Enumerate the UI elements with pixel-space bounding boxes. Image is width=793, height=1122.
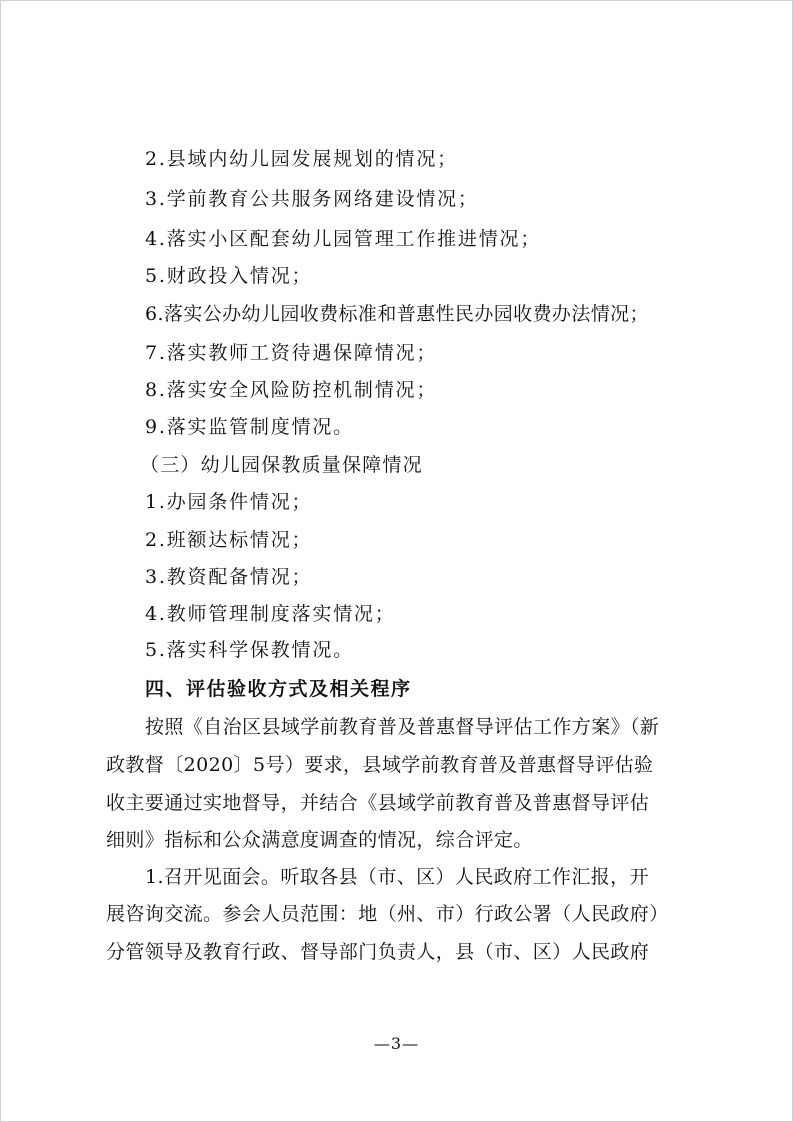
paragraph-line: 政教督〔2020〕5号）要求，县域学前教育普及普惠督导评估验 [106,754,654,776]
list-item: 3.学前教育公共服务网络建设情况； [145,188,479,210]
list-item: 2.县域内幼儿园发展规划的情况； [145,148,458,170]
paragraph-line: 按照《自治区县域学前教育普及普惠督导评估工作方案》（新 [145,716,660,738]
section-heading: 四、评估验收方式及相关程序 [145,678,412,700]
paragraph-line: 分管领导及教育行政、督导部门负责人，县（市、区）人民政府 [106,941,650,963]
paragraph-line: 1.召开见面会。听取各县（市、区）人民政府工作汇报，开 [145,866,649,888]
paragraph-line: 收主要通过实地督导，并结合《县域学前教育普及普惠督导评估 [106,792,650,814]
list-item: 2.班额达标情况； [145,529,313,551]
paragraph-line: 细则》指标和公众满意度调查的情况，综合评定。 [106,829,533,851]
list-item: 3.教资配备情况； [145,566,313,588]
page-number: —3— [373,1034,420,1053]
list-item: 4.教师管理制度落实情况； [145,603,396,625]
list-item: 6.落实公办幼儿园收费标准和普惠性民办园收费办法情况； [145,303,649,325]
list-item: 1.办园条件情况； [145,491,313,513]
list-item: 4.落实小区配套幼儿园管理工作推进情况； [145,228,542,250]
list-item: 9.落实监管制度情况。 [145,416,354,438]
paragraph-line: 展咨询交流。参会人员范围：地（州、市）行政公署（人民政府） [106,903,669,925]
section-heading: （三）幼儿园保教质量保障情况 [140,454,423,476]
list-item: 5.财政投入情况； [145,265,313,287]
list-item: 7.落实教师工资待遇保障情况； [145,342,438,364]
list-item: 5.落实科学保教情况。 [145,639,354,661]
list-item: 8.落实安全风险防控机制情况； [145,379,438,401]
